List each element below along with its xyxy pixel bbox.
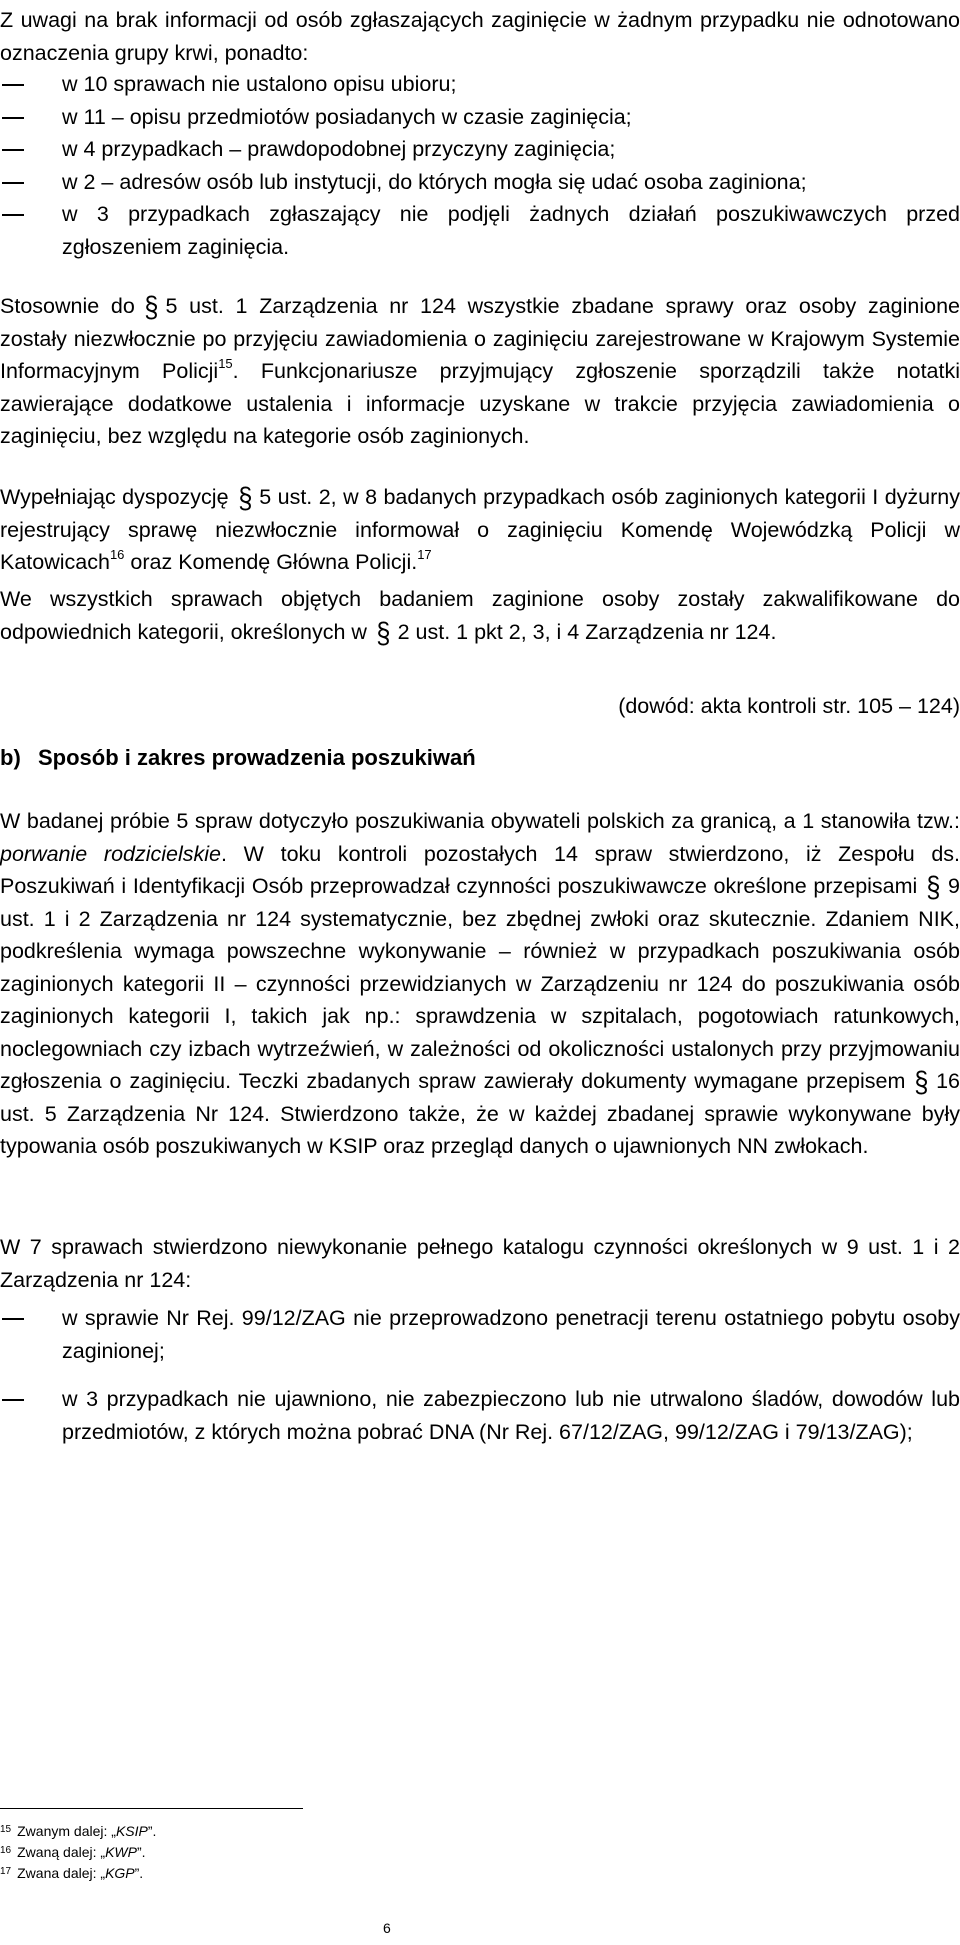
text-run: . W toku kontroli pozostałych 14 spraw stwierdzono, iż Zespołu ds. Poszukiwań i Identyfikacji Osób przeprowadzał czynności poszukiwawcze określone przepisami xyxy=(0,841,960,898)
text-run: W badanej próbie 5 spraw dotyczyło poszukiwania obywateli polskich za granicą, a 1 stanowiła tzw.: xyxy=(0,809,960,833)
list-item-text: w 10 sprawach nie ustalono opisu ubioru; xyxy=(62,72,457,96)
missing-data-list xyxy=(0,68,960,263)
list-item-text: w 4 przypadkach – prawdopodobnej przyczyny zaginięcia; xyxy=(62,137,616,161)
text-run: 16 ust. 5 Zarządzenia Nr 124. Stwierdzono także, że w każdej zbadanej sprawie wykonywane były typowania osób poszukiwanych w KSIP oraz przegląd danych o ujawnionych NN zwłokach. xyxy=(0,1069,960,1158)
footnote-ref[interactable]: 16 xyxy=(109,547,125,562)
list-item xyxy=(0,166,960,199)
paragraph-search-scope xyxy=(0,805,960,1163)
deficiencies-list xyxy=(0,1302,960,1448)
text-run: 5 ust. 2, w 8 badanych przypadkach osób zaginionych kategorii I dyżurny rejestrujący sprawę niezwłocznie informował o zaginięciu Komendę Wojewódzką Policji w Katowicach xyxy=(0,485,960,574)
section-sign: § xyxy=(376,616,391,650)
evidence-reference: (dowód: akta kontroli str. 105 – 124) xyxy=(618,694,960,718)
section-heading xyxy=(0,742,476,775)
page-number: 6 xyxy=(383,1920,391,1936)
footnote-number: 17 xyxy=(0,1866,12,1877)
list-item-text: w 3 przypadkach zgłaszający nie podjęli żadnych działań poszukiwawczych przed zgłoszeniem zaginięcia. xyxy=(62,202,960,259)
footnote-ref[interactable]: 15 xyxy=(218,356,233,371)
paragraph-notification xyxy=(0,481,960,579)
footnote-ref[interactable]: 17 xyxy=(417,547,432,562)
section-sign: § xyxy=(926,871,941,904)
footnote-text: ”. xyxy=(136,1844,146,1860)
list-item-text: w 11 – opisu przedmiotów posiadanych w czasie zaginięcia; xyxy=(62,104,632,129)
list-item-text: w sprawie Nr Rej. 99/12/ZAG nie przeprowadzono penetracji terenu ostatniego pobytu osoby zaginionej; xyxy=(62,1306,960,1363)
list-item xyxy=(0,1302,960,1367)
section-sign: § xyxy=(914,1066,929,1099)
footnote-term: KGP xyxy=(105,1865,135,1881)
footnote xyxy=(0,1842,146,1861)
footnote-text: ”. xyxy=(134,1865,144,1881)
list-item xyxy=(0,1383,960,1448)
footnote-term: KSIP xyxy=(115,1823,148,1839)
text-run: 2 ust. 1 pkt 2, 3, i 4 Zarządzenia nr 124. xyxy=(397,619,777,644)
text-run: 5 ust. 1 Zarządzenia nr 124 wszystkie zbadane sprawy oraz osoby zaginione zostały niezwłocznie po przyjęciu zawiadomienia o zaginięciu zarejestrowane w Krajowym Systemie Informacyjnym Policji xyxy=(0,294,960,383)
text-run: . Funkcjonariusze przyjmujący zgłoszenie sporządzili także notatki zawierające dodatkowe ustalenia i informacje uzyskane w trakcie przyjęcia zawiadomienia o zaginięciu, bez względu na kategorie osób zaginionych. xyxy=(0,359,960,448)
list-item xyxy=(0,68,960,101)
footnote-term: KWP xyxy=(105,1844,137,1860)
footnote xyxy=(0,1863,143,1882)
footnote-number: 16 xyxy=(0,1845,12,1856)
text-run: Wypełniając dyspozycję xyxy=(0,485,229,509)
section-label: b) xyxy=(0,745,21,770)
footnote-text: Zwaną dalej: „ xyxy=(17,1844,106,1860)
text-run: oraz Komendę Główna Policji. xyxy=(124,550,418,574)
paragraph-registration xyxy=(0,290,960,453)
italic-term: porwanie rodzicielskie xyxy=(0,841,222,866)
list-item-text: w 3 przypadkach nie ujawniono, nie zabezpieczono lub nie utrwalono śladów, dowodów lub przedmiotów, z których można pobrać DNA (Nr Rej. 67/12/ZAG, 99/12/ZAG i 79/13/ZAG); xyxy=(62,1387,960,1444)
list-item xyxy=(0,101,960,134)
text-run: We wszystkich sprawach objętych badaniem zaginione osoby zostały zakwalifikowane do odpowiednich kategorii, określonych w xyxy=(0,587,960,644)
text-run: Stosownie do xyxy=(0,294,135,318)
section-sign: § xyxy=(144,291,159,324)
footnote-separator xyxy=(0,1808,303,1809)
footnote-text: Zwanym dalej: „ xyxy=(17,1823,116,1839)
footnote-text: ”. xyxy=(147,1823,157,1839)
section-sign: § xyxy=(237,482,252,515)
list-item xyxy=(0,133,960,166)
section-title: Sposób i zakres prowadzenia poszukiwań xyxy=(38,745,476,770)
footnote-text: Zwana dalej: „ xyxy=(17,1865,106,1881)
list-item-text: w 2 – adresów osób lub instytucji, do których mogła się udać osoba zaginiona; xyxy=(62,169,807,194)
paragraph-categories xyxy=(0,583,960,648)
text-run: 9 ust. 1 i 2 Zarządzenia nr 124 systematycznie, bez zbędnej zwłoki oraz skutecznie. Zdaniem NIK, podkreślenia wymaga powszechne wykonywanie – również w przypadkach poszukiwania osób zaginionych kategorii II – czynności przewidzianych w Zarządzeniu nr 124 do poszukiwania osób zaginionych kategorii I, takich jak np.: sprawdzenia w szpitalach, pogotowiach ratunkowych, noclegowniach czy izbach wytrzeźwień, w zależności od okoliczności ustalonych przy przyjmowaniu zgłoszenia o zaginięciu. Teczki zbadanych spraw zawierały dokumenty wymagane przepisem xyxy=(0,874,960,1093)
paragraph-deficiencies: W 7 sprawach stwierdzono niewykonanie pełnego katalogu czynności określonych w 9 ust. 1 i 2 Zarządzenia nr 124: xyxy=(0,1235,960,1292)
footnote xyxy=(0,1821,156,1840)
list-item xyxy=(0,198,960,263)
intro-paragraph: Z uwagi na brak informacji od osób zgłaszających zaginięcie w żadnym przypadku nie odnotowano oznaczenia grupy krwi, ponadto: xyxy=(0,8,960,65)
footnote-number: 15 xyxy=(0,1824,12,1835)
